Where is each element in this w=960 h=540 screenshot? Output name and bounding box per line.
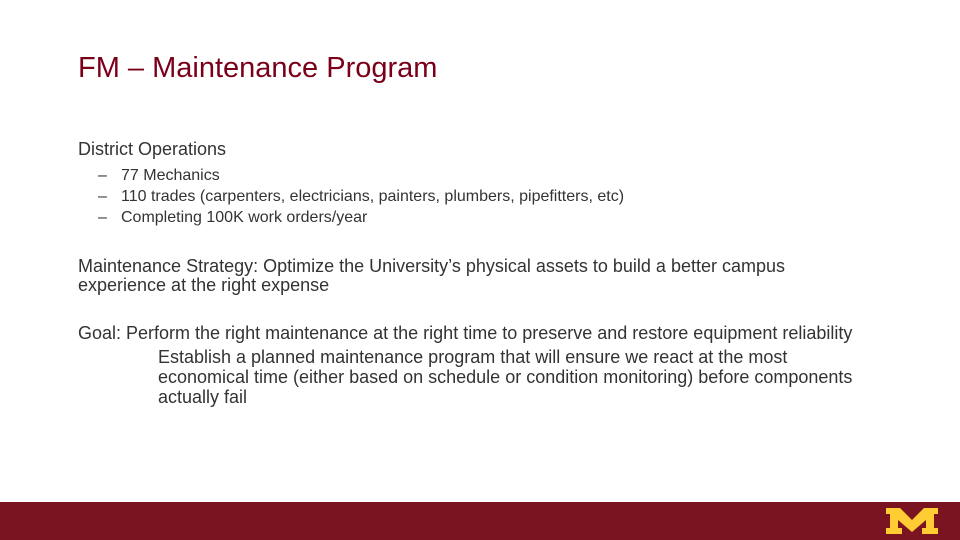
slide-title: FM – Maintenance Program <box>78 52 438 84</box>
dash-marker: – <box>98 167 107 184</box>
goal-detail-text: Establish a planned maintenance program that will ensure we react at the most economical time (either based on schedule or condition monitoring) before components actually fail <box>158 347 853 407</box>
list-item <box>98 207 878 228</box>
list-item <box>98 165 878 186</box>
dash-marker: – <box>98 188 107 205</box>
list-item-text: 77 Mechanics <box>121 167 220 184</box>
dash-marker: – <box>98 209 107 226</box>
district-operations-heading: District Operations <box>78 139 227 159</box>
list-item <box>98 186 878 207</box>
block-m-logo-icon <box>884 508 940 534</box>
slide-body <box>78 139 878 407</box>
district-operations-list <box>78 165 878 228</box>
maintenance-strategy-text: Maintenance Strategy: Optimize the University’s physical assets to build a better campus experience at the right expense <box>78 256 786 295</box>
footer-bar <box>0 502 960 540</box>
list-item-text: 110 trades (carpenters, electricians, painters, plumbers, pipefitters, etc) <box>121 188 625 205</box>
list-item-text: Completing 100K work orders/year <box>121 209 368 226</box>
goal-text: Goal: Perform the right maintenance at the right time to preserve and restore equipment reliability <box>78 323 853 343</box>
